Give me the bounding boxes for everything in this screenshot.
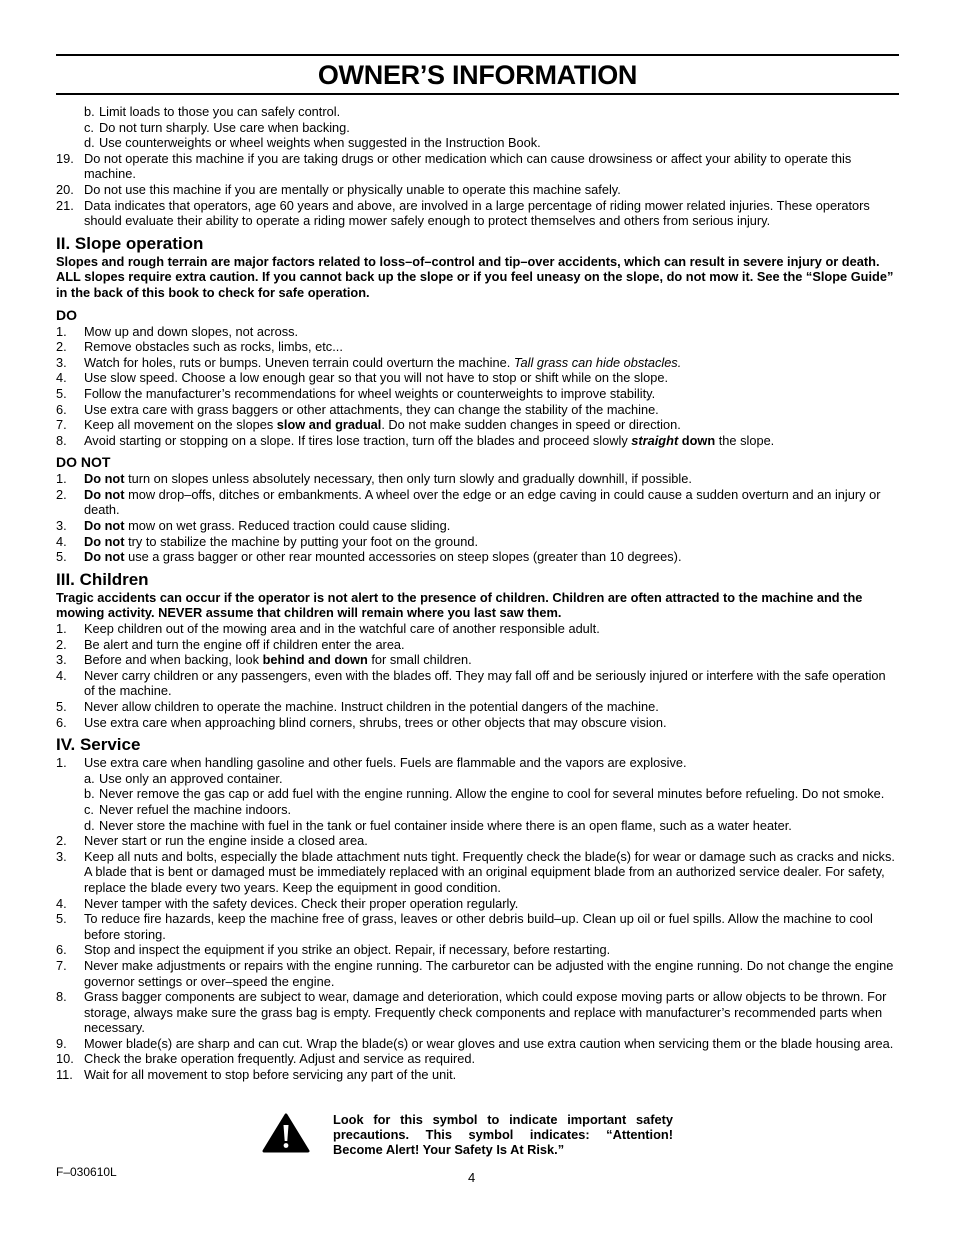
- list-item: 5. Follow the manufacturer’s recommendations for wheel weights or counterweights to improve stability.: [56, 385, 656, 401]
- do-list: [56, 324, 899, 449]
- list-item: 2. Remove obstacles such as rocks, limbs, etc...: [56, 339, 343, 355]
- list-item: 5. Never allow children to operate the machine. Instruct children in the potential dangers of the machine.: [56, 699, 659, 714]
- list-item: 2. Do not mow drop–offs, ditches or embankments. A wheel over the edge or an edge caving in could cause a sudden overturn and an injury or death.: [56, 486, 881, 518]
- do-not-heading: DO NOT: [56, 454, 111, 471]
- service-list: [56, 755, 899, 1082]
- list-item: 5. To reduce fire hazards, keep the machine free of grass, leaves or other debris build–up. Clean up oil or fuel spills. Allow the machine to cool before storing.: [56, 911, 873, 942]
- list-item: 3. Before and when backing, look behind and down for small children.: [56, 652, 472, 668]
- list-item: b. Limit loads to those you can safely control.: [84, 104, 341, 119]
- list-item: 7. Never make adjustments or repairs with the engine running. The carburetor can be adjusted with the engine running. Do not change the engine governor settings or over–speed the engine.: [56, 957, 894, 989]
- document-code: F–030610L: [56, 1165, 117, 1179]
- children-intro: Tragic accidents can occur if the operator is not alert to the presence of children. Children are often attracted to the machine and the mowing activity. NEVER assume that children will remain where you last saw them.: [56, 589, 863, 621]
- list-item: 2. Never start or run the engine inside a closed area.: [56, 833, 368, 849]
- list-item: 9. Mower blade(s) are sharp and can cut. Wrap the blade(s) or wear gloves and use extra caution when servicing them or the blade housing area.: [56, 1035, 894, 1051]
- list-item: 19. Do not operate this machine if you are taking drugs or other medication which can cause drowsiness or affect your ability to operate this machine.: [56, 150, 852, 182]
- list-item: 6. Use extra care when approaching blind corners, shrubs, trees or other objects that may obscure vision.: [56, 714, 667, 730]
- list-item: 6. Stop and inspect the equipment if you strike an object. Repair, if necessary, before restarting.: [56, 942, 611, 958]
- slope-intro: Slopes and rough terrain are major factors related to loss–of–control and tip–over accidents, which can result in severe injury or death. ALL slopes require extra caution. If you cannot back up the slope or if you feel uneasy on the slope, do not mow it. See the “Slope Guide” in the back of this book to check for safe operation.: [56, 253, 894, 300]
- list-item: 4. Never tamper with the safety devices. Check their proper operation regularly.: [56, 895, 519, 911]
- list-item: c. Do not turn sharply. Use care when backing.: [84, 119, 350, 135]
- list-item: 10. Check the brake operation frequently. Adjust and service as required.: [56, 1051, 476, 1067]
- list-item: 6. Use extra care with grass baggers or other attachments, they can change the stability of the machine.: [56, 401, 659, 417]
- warning-triangle-icon: [262, 1113, 310, 1153]
- list-item: 8. Grass bagger components are subject to wear, damage and deterioration, which could expose moving parts or allow objects to be thrown. For storage, always make sure the grass bag is empty. Frequently check components and replace with manufacturer’s recommended parts when necessary.: [56, 989, 887, 1036]
- list-item: 3. Do not mow on wet grass. Reduced traction could cause sliding.: [56, 518, 451, 534]
- list-item: 1. Use extra care when handling gasoline and other fuels. Fuels are flammable and the vapors are explosive.: [56, 755, 687, 771]
- list-item: b. Never remove the gas cap or add fuel with the engine running. Allow the engine to cool for several minutes before refueling. Do not smoke.: [84, 786, 885, 802]
- top-sublist: [56, 104, 899, 151]
- list-item: d. Use counterweights or wheel weights when suggested in the Instruction Book.: [84, 135, 541, 151]
- do-not-list: [56, 471, 899, 565]
- list-item: 2. Be alert and turn the engine off if children enter the area.: [56, 636, 405, 652]
- children-list: [56, 621, 899, 730]
- list-item: 5. Do not use a grass bagger or other rear mounted accessories on steep slopes (greater than 10 degrees).: [56, 549, 682, 565]
- list-item: 4. Never carry children or any passengers, even with the blades off. They may fall off and be seriously injured or interfere with the safe operation of the machine.: [56, 667, 886, 699]
- list-item: 4. Do not try to stabilize the machine by putting your foot on the ground.: [56, 533, 479, 549]
- safety-alert-text: Look for this symbol to indicate important safety precautions. This symbol indicates: “Attention! Become Alert! Your Safety Is At Risk.”: [333, 1112, 673, 1157]
- section-heading-slope: II. Slope operation: [56, 233, 204, 253]
- section-heading-service: IV. Service: [56, 735, 141, 755]
- list-item: 21. Data indicates that operators, age 60 years and above, are involved in a large percentage of riding mower related injuries. These operators should evaluate their ability to operate a riding mower safely enough to protect themselves and others from serious injury.: [56, 197, 870, 229]
- list-item: 1. Mow up and down slopes, not across.: [56, 323, 299, 339]
- list-item: d. Never store the machine with fuel in the tank or fuel container inside where there is an open flame, such as a water heater.: [84, 817, 792, 833]
- list-item: 1. Keep children out of the mowing area and in the watchful care of another responsible adult.: [56, 621, 600, 637]
- section-heading-children: III. Children: [56, 569, 149, 589]
- list-item: 4. Use slow speed. Choose a low enough gear so that you will not have to stop or shift while on the slope.: [56, 370, 669, 386]
- list-item: a. Use only an approved container.: [84, 770, 283, 786]
- list-item: 3. Keep all nuts and bolts, especially the blade attachment nuts tight. Frequently check the blade(s) for wear or damage such as cracks and nicks. A blade that is bent or damaged must be immediately replaced with an original equipment blade from an authorized service dealer. For safety, replace the blade every two years. Keep the equipment in good condition.: [56, 848, 895, 895]
- list-item: 8. Avoid starting or stopping on a slope. If tires lose traction, turn off the blades and proceed slowly straight down the slope.: [56, 432, 775, 448]
- top-rule: [56, 54, 899, 56]
- list-item: 3. Watch for holes, ruts or bumps. Uneven terrain could overturn the machine. Tall grass can hide obstacles.: [56, 354, 682, 370]
- page-title: OWNER’S INFORMATION: [317, 60, 638, 90]
- do-heading: DO: [56, 306, 77, 323]
- list-item: 11. Wait for all movement to stop before servicing any part of the unit.: [56, 1067, 457, 1083]
- list-item: 20. Do not use this machine if you are mentally or physically unable to operate this machine safely.: [56, 181, 621, 197]
- title-rule: [56, 93, 899, 95]
- document-body: [56, 104, 899, 1083]
- list-item: 1. Do not turn on slopes unless absolutely necessary, then only turn slowly and gradually downhill, if possible.: [56, 471, 692, 487]
- list-item: c. Never refuel the machine indoors.: [84, 801, 292, 817]
- list-item: 7. Keep all movement on the slopes slow and gradual. Do not make sudden changes in speed or direction.: [56, 417, 681, 433]
- top-list: [56, 151, 899, 229]
- page-number: 4: [468, 1170, 476, 1185]
- document-page: [56, 54, 899, 1083]
